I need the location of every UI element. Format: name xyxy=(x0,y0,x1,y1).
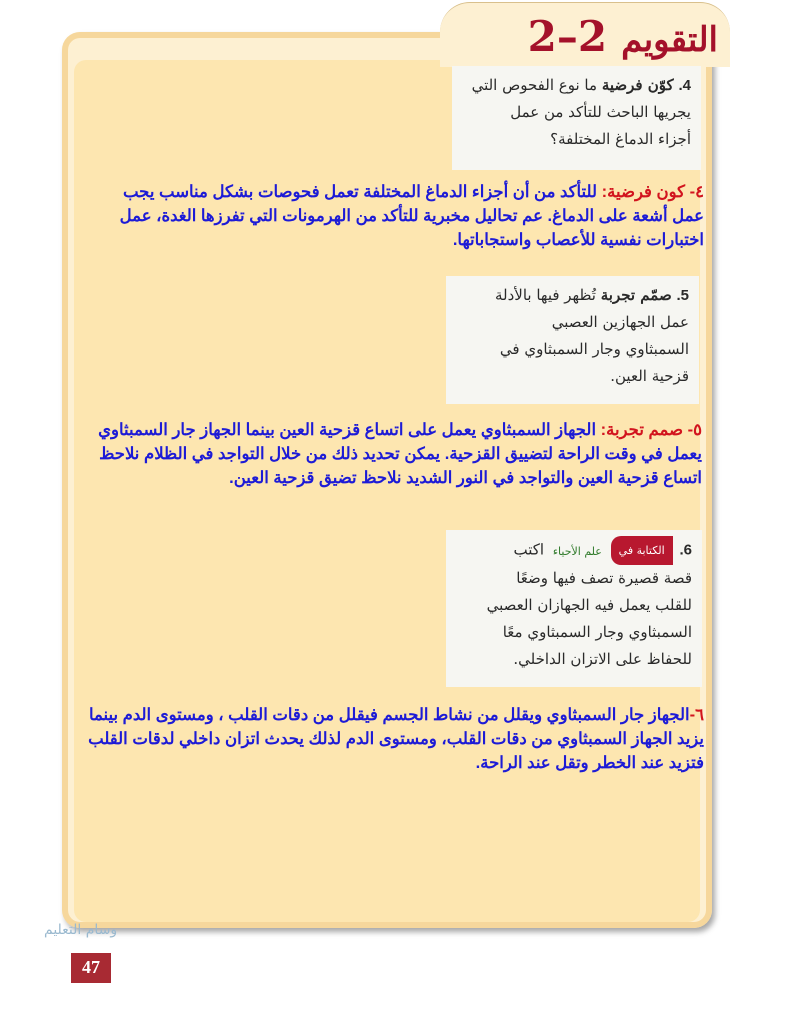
answer-text: الجهاز السمبثاوي يعمل على اتساع قزحية العين بينما الجهاز جار السمبثاوي يعمل في وقت الراحة لتضييق القزحية. يمكن تحديد ذلك من خلال التواجد في الظلام نلاحظ اتساع قزحية العين والتواجد في النور الشديد نلاحظ تضيق قزحية العين. xyxy=(98,421,702,487)
answer-text: الجهاز جار السمبثاوي ويقلل من نشاط الجسم فيقلل من دقات القلب ، ومستوى الدم بينما يزيد الجهاز السمبثاوي من دقات القلب، ومستوى الدم لذلك يحدث اتزان داخلي لدقات القلب فتزيد عند الخطر وتقل عند الراحة. xyxy=(88,706,704,772)
page-number: 47 xyxy=(71,953,111,983)
question-6-box xyxy=(446,530,702,687)
question-line: أجزاء الدماغ المختلفة؟ xyxy=(550,130,691,148)
answer-label: كون فرضية: xyxy=(601,183,686,201)
question-number: 4. xyxy=(678,77,691,94)
section-title-text: التقويم xyxy=(621,20,718,60)
watermark-logo: وسام التعليم xyxy=(44,922,118,938)
question-line: ما نوع الفحوص التي xyxy=(471,76,598,94)
question-number: 5. xyxy=(676,287,689,304)
question-line: يجريها الباحث للتأكد من عمل xyxy=(510,103,691,121)
section-title xyxy=(528,12,718,61)
question-line: قصة قصيرة تصف فيها وضعًا xyxy=(516,569,692,587)
answer-prefix: ٦- xyxy=(689,706,704,724)
writing-badge: الكتابة في xyxy=(611,536,673,565)
answer-prefix: ٥- xyxy=(687,421,702,439)
question-line: اكتب xyxy=(513,540,545,559)
question-line: للحفاظ على الاتزان الداخلي. xyxy=(513,650,692,668)
answer-4 xyxy=(96,180,704,252)
question-line: عمل الجهازين العصبي xyxy=(551,313,689,331)
question-4-box xyxy=(452,66,701,170)
answer-prefix: ٤- xyxy=(689,183,704,201)
question-5-box xyxy=(446,276,699,404)
question-line: السمبثاوي وجار السمبثاوي معًا xyxy=(502,623,692,641)
question-line: تُظهر فيها بالأدلة xyxy=(494,286,596,304)
question-line: للقلب يعمل فيه الجهازان العصبي xyxy=(486,596,692,614)
question-heading: كوّن فرضية xyxy=(601,76,674,94)
answer-6 xyxy=(70,703,704,775)
badge-subject: علم الأحياء xyxy=(552,544,602,558)
question-number: 6. xyxy=(679,541,692,559)
question-line: السمبثاوي وجار السمبثاوي في xyxy=(499,340,689,358)
answer-label: صمم تجربة: xyxy=(600,421,684,439)
question-line: قزحية العين. xyxy=(610,367,689,385)
answer-5 xyxy=(96,418,702,490)
question-heading: صمّم تجربة xyxy=(600,286,672,304)
section-number: 2–2 xyxy=(527,12,608,61)
answer-text: للتأكد من أن أجزاء الدماغ المختلفة تعمل فحوصات بشكل مناسب يجب عمل أشعة على الدماغ. عم تحاليل مخبرية للتأكد من الهرمونات التي تفرزها الغدة، عمل اختبارات نفسية للأعصاب واستجاباتها. xyxy=(119,183,704,249)
